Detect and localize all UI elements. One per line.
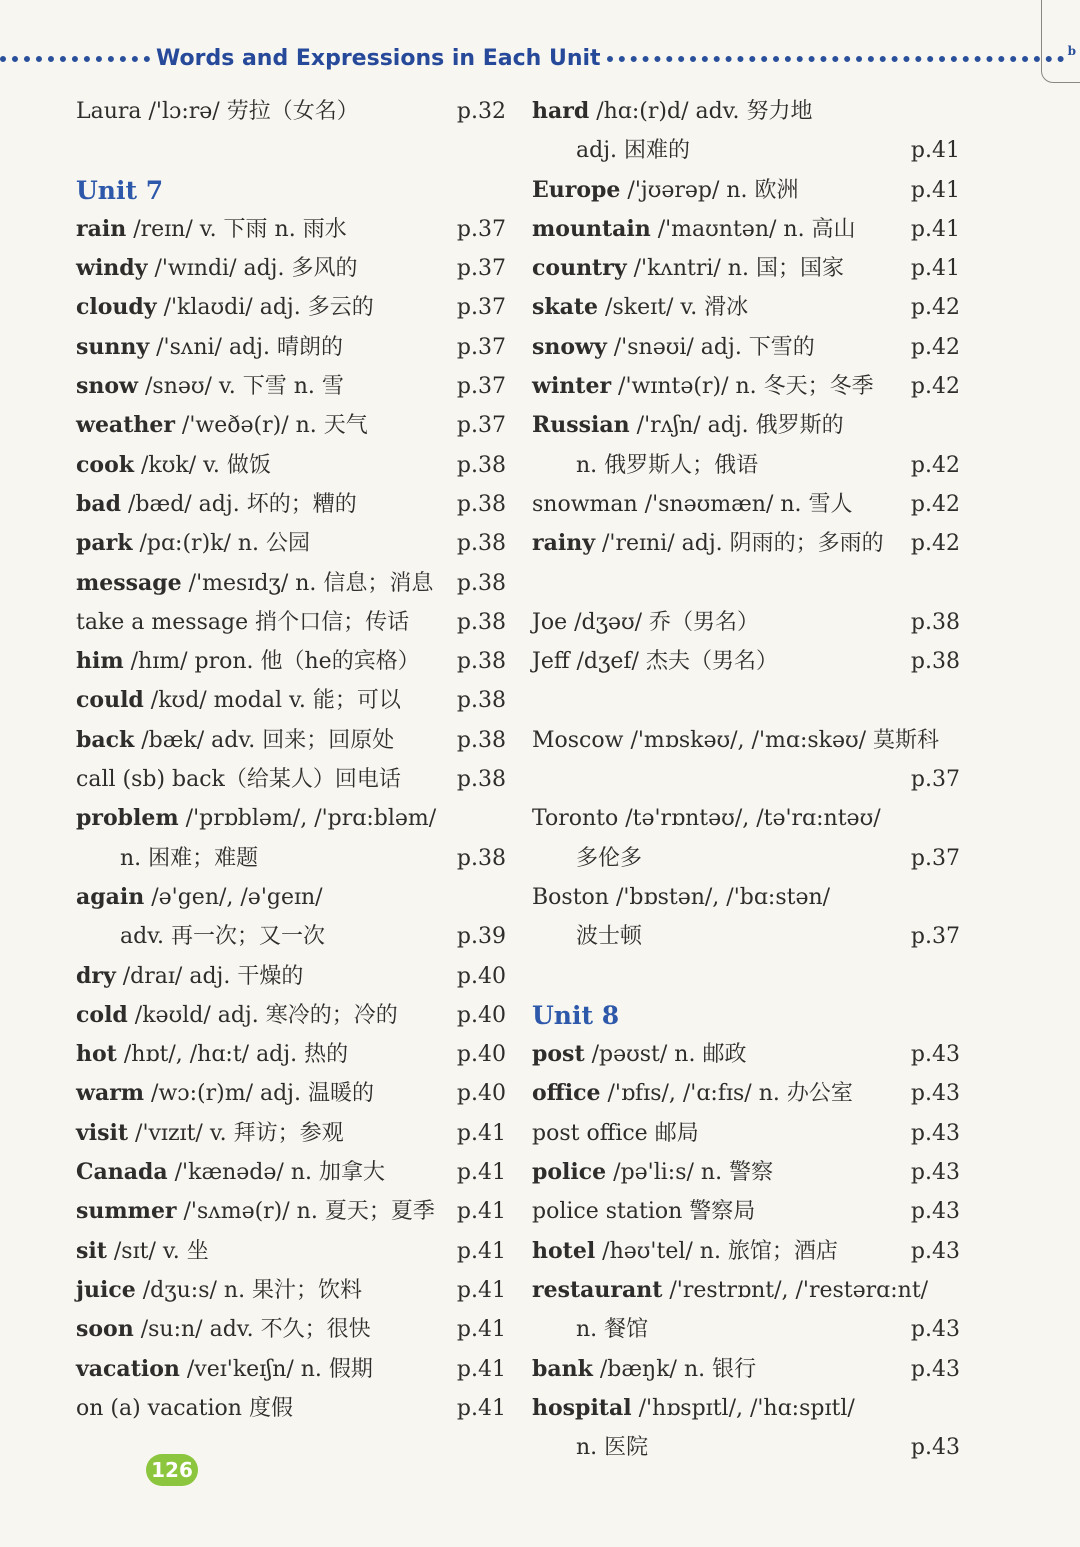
- vocab-entry: [532, 1074, 960, 1113]
- page-reference: p.41: [910, 138, 960, 164]
- headword: cloudy: [76, 294, 157, 321]
- definition: /dʒu:s/ n. 果汁；饮料: [135, 1277, 363, 1303]
- definition: Moscow /'mɒskəʊ/, /'mɑ:skəʊ/ 莫斯科: [532, 727, 940, 753]
- headword: post: [532, 1041, 585, 1068]
- definition: /wɔ:(r)m/ adj. 温暖的: [144, 1081, 374, 1107]
- definition: /skeɪt/ v. 滑冰: [598, 295, 749, 321]
- page-reference: p.40: [456, 1042, 506, 1068]
- definition: n. 俄罗斯人；俄语: [576, 452, 759, 478]
- page-reference: p.43: [910, 1238, 960, 1264]
- definition: /bæd/ adj. 坏的；糟的: [121, 491, 357, 517]
- right-column: [532, 92, 960, 1467]
- page-reference: p.37: [456, 256, 506, 282]
- page-reference: p.37: [456, 295, 506, 321]
- definition: /'mesɪdʒ/ n. 信息；消息: [181, 570, 434, 596]
- spacer: [76, 131, 506, 170]
- definition: /sɪt/ v. 坐: [106, 1238, 209, 1264]
- vocab-entry: [76, 681, 506, 720]
- headword: back: [76, 726, 135, 753]
- definition: /reɪn/ v. 下雨 n. 雨水: [126, 216, 347, 242]
- page-reference: p.38: [910, 649, 960, 675]
- vocab-entry: [76, 957, 506, 996]
- vocab-entry: [76, 210, 506, 249]
- headword: windy: [76, 255, 148, 282]
- vocab-entry: [76, 1192, 506, 1231]
- definition: /kʊd/ modal v. 能；可以: [143, 688, 401, 714]
- vocab-entry: [532, 799, 960, 838]
- page-reference: p.43: [910, 1120, 960, 1146]
- page-reference: p.38: [456, 688, 506, 714]
- vocab-entry: [76, 564, 506, 603]
- vocab-entry: [76, 1074, 506, 1113]
- page-reference: p.38: [910, 609, 960, 635]
- headword: mountain: [532, 215, 651, 242]
- headword: soon: [76, 1316, 134, 1343]
- spacer: [532, 681, 960, 720]
- definition: /pɑ:(r)k/ n. 公园: [132, 531, 311, 557]
- page-reference: p.40: [456, 963, 506, 989]
- definition: /'wɪndi/ adj. 多风的: [147, 256, 358, 282]
- spacer: [532, 564, 960, 603]
- definition: /'klaʊdi/ adj. 多云的: [156, 295, 374, 321]
- left-column: [76, 92, 506, 1428]
- headword: dry: [76, 962, 116, 989]
- headword: office: [532, 1080, 601, 1107]
- headword: hot: [76, 1041, 117, 1068]
- headword: bad: [76, 490, 122, 517]
- page-reference: p.37: [456, 216, 506, 242]
- definition: /'reɪni/ adj. 阴雨的；多雨的: [594, 531, 884, 557]
- vocab-entry: [532, 92, 960, 131]
- header-dots-right: [607, 56, 1064, 62]
- page-reference: p.38: [456, 649, 506, 675]
- vocab-entry: [532, 1271, 960, 1310]
- vocab-entry: [532, 1428, 960, 1467]
- page-reference: p.41: [456, 1356, 506, 1382]
- vocab-entry: [76, 1153, 506, 1192]
- vocab-entry: [532, 446, 960, 485]
- vocab-entry: [532, 367, 960, 406]
- headword: juice: [76, 1276, 136, 1303]
- page-reference: p.37: [456, 374, 506, 400]
- vocab-entry: [532, 1310, 960, 1349]
- definition: /bæk/ adv. 回来；回原处: [134, 727, 395, 753]
- page-reference: p.41: [456, 1238, 506, 1264]
- spacer: [532, 957, 960, 996]
- definition: /'prɒbləm/, /'prɑ:bləm/: [178, 806, 437, 832]
- definition: /snəʊ/ v. 下雪 n. 雪: [138, 374, 344, 400]
- page-reference: p.41: [910, 256, 960, 282]
- definition: n. 餐馆: [576, 1317, 649, 1343]
- definition: /'wɪntə(r)/ n. 冬天；冬季: [611, 374, 874, 400]
- vocab-entry: [532, 249, 960, 288]
- definition: /'weðə(r)/ n. 天气: [174, 413, 368, 439]
- definition: call (sb) back（给某人）回电话: [76, 767, 401, 793]
- headword: cook: [76, 451, 134, 478]
- page-reference: p.43: [910, 1199, 960, 1225]
- definition: /pə'li:s/ n. 警察: [606, 1160, 774, 1186]
- definition: 多伦多: [576, 845, 643, 871]
- vocab-entry: [532, 210, 960, 249]
- page-reference: p.40: [456, 1002, 506, 1028]
- page-reference: p.38: [456, 609, 506, 635]
- headword: country: [532, 255, 627, 282]
- page-reference: p.42: [910, 334, 960, 360]
- vocab-entry: [76, 1114, 506, 1153]
- vocab-entry: [76, 485, 506, 524]
- page-reference: p.42: [910, 295, 960, 321]
- definition: take a message 捎个口信；传话: [76, 609, 410, 635]
- vocab-entry: [532, 603, 960, 642]
- page-reference: p.41: [456, 1120, 506, 1146]
- vocab-entry: [76, 406, 506, 445]
- definition: /hɪm/ pron. 他（he的宾格）: [123, 649, 420, 675]
- vocab-entry: [76, 1035, 506, 1074]
- vocab-entry: [532, 1389, 960, 1428]
- page-reference: p.43: [910, 1042, 960, 1068]
- page-reference: p.32: [456, 99, 506, 124]
- vocab-entry: [76, 996, 506, 1035]
- headword: problem: [76, 805, 179, 832]
- page-reference: p.39: [456, 924, 506, 950]
- page-reference: p.41: [910, 216, 960, 242]
- definition: Boston /'bɒstən/, /'bɑ:stən/: [532, 884, 831, 910]
- definition: 波士顿: [576, 924, 643, 950]
- vocab-entry: [532, 839, 960, 878]
- headword: summer: [76, 1198, 177, 1225]
- page-reference: p.41: [456, 1277, 506, 1303]
- headword: vacation: [76, 1355, 180, 1382]
- corner-tab-letter: b: [1067, 44, 1076, 58]
- vocab-entry: [76, 288, 506, 327]
- headword: police: [532, 1159, 607, 1186]
- headword: restaurant: [532, 1276, 663, 1303]
- page-reference: p.43: [910, 1160, 960, 1186]
- vocab-entry: [532, 760, 960, 799]
- definition: /'jʊərəp/ n. 欧洲: [620, 177, 799, 203]
- page-reference: p.41: [456, 1395, 506, 1421]
- vocab-entry: [532, 1035, 960, 1074]
- headword: could: [76, 687, 144, 714]
- page-reference: p.41: [456, 1317, 506, 1343]
- headword: sunny: [76, 333, 150, 360]
- definition: Jeff /dʒef/ 杰夫（男名）: [532, 649, 778, 675]
- definition: /kəʊld/ adj. 寒冷的；冷的: [127, 1002, 398, 1028]
- vocab-entry: [532, 131, 960, 170]
- vocab-entry: [76, 721, 506, 760]
- corner-tab: [1041, 0, 1080, 83]
- vocab-entry: [532, 721, 960, 760]
- section-header: [0, 40, 1064, 76]
- vocab-entry: [532, 1114, 960, 1153]
- headword: hospital: [532, 1394, 632, 1421]
- vocab-entry: [76, 1310, 506, 1349]
- vocab-entry: [532, 406, 960, 445]
- headword: snow: [76, 373, 138, 400]
- definition: /'ɒfɪs/, /'ɑ:fɪs/ n. 办公室: [600, 1081, 853, 1107]
- headword: weather: [76, 412, 175, 439]
- headword: sit: [76, 1237, 107, 1264]
- page-reference: p.43: [910, 1317, 960, 1343]
- page-reference: p.41: [456, 1199, 506, 1225]
- definition: /'rʌʃn/ adj. 俄罗斯的: [629, 413, 844, 439]
- definition: /'restrɒnt/, /'restərɑ:nt/: [662, 1277, 929, 1303]
- definition: /hɒt/, /hɑ:t/ adj. 热的: [116, 1042, 349, 1068]
- page-reference: p.41: [456, 1160, 506, 1186]
- headword: message: [76, 569, 182, 596]
- page-reference: p.42: [910, 531, 960, 557]
- headword: hotel: [532, 1237, 596, 1264]
- vocab-entry: [532, 171, 960, 210]
- page-reference: p.42: [910, 491, 960, 517]
- headword: cold: [76, 1001, 128, 1028]
- definition: n. 医院: [576, 1435, 649, 1461]
- headword: again: [76, 883, 145, 910]
- vocab-entry: [532, 878, 960, 917]
- definition: adv. 再一次；又一次: [120, 924, 326, 950]
- headword: rainy: [532, 530, 595, 557]
- vocab-entry: [532, 1350, 960, 1389]
- definition: /həʊ'tel/ n. 旅馆；酒店: [595, 1238, 838, 1264]
- headword: him: [76, 648, 124, 675]
- definition: post office 邮局: [532, 1120, 699, 1146]
- vocab-entry: [532, 485, 960, 524]
- definition: /ə'gen/, /ə'geɪn/: [144, 884, 323, 910]
- page-reference: p.37: [910, 845, 960, 871]
- definition: /su:n/ adv. 不久；很快: [133, 1317, 371, 1343]
- page-reference: p.38: [456, 452, 506, 478]
- definition: /bæŋk/ n. 银行: [592, 1356, 757, 1382]
- page-reference: p.42: [910, 452, 960, 478]
- page-reference: p.43: [910, 1081, 960, 1107]
- vocab-entry: [532, 642, 960, 681]
- definition: on (a) vacation 度假: [76, 1395, 293, 1421]
- page-reference: p.37: [456, 413, 506, 439]
- page-reference: p.38: [456, 491, 506, 517]
- page-reference: p.41: [910, 177, 960, 203]
- vocab-entry: [76, 799, 506, 838]
- definition: adj. 困难的: [576, 138, 691, 164]
- vocab-entry: [532, 1153, 960, 1192]
- definition: /'maʊntən/ n. 高山: [650, 216, 856, 242]
- headword: rain: [76, 215, 127, 242]
- definition: Toronto /tə'rɒntəʊ/, /tə'rɑ:ntəʊ/: [532, 806, 881, 832]
- page-reference: p.42: [910, 374, 960, 400]
- vocab-entry: [76, 760, 506, 799]
- vocab-entry: [76, 878, 506, 917]
- definition: /veɪ'keɪʃn/ n. 假期: [179, 1356, 373, 1382]
- vocab-entry: [532, 917, 960, 956]
- definition: /hɑ:(r)d/ adv. 努力地: [589, 99, 813, 124]
- definition: /'vɪzɪt/ v. 拜访；参观: [128, 1120, 344, 1146]
- vocab-entry: [76, 603, 506, 642]
- header-title: Words and Expressions in Each Unit: [156, 45, 601, 71]
- definition: /draɪ/ adj. 干燥的: [115, 963, 304, 989]
- vocab-entry: [532, 1192, 960, 1231]
- page-number-badge: 126: [146, 1454, 198, 1486]
- headword: winter: [532, 373, 612, 400]
- vocab-entry: [76, 446, 506, 485]
- page-reference: p.43: [910, 1356, 960, 1382]
- definition: /kʊk/ v. 做饭: [134, 452, 271, 478]
- definition: Laura /'lɔ:rə/ 劳拉（女名）: [76, 99, 359, 124]
- headword: hard: [532, 98, 590, 124]
- vocab-entry: [76, 1232, 506, 1271]
- definition: n. 困难；难题: [120, 845, 259, 871]
- headword: snowy: [532, 333, 607, 360]
- vocab-entry: [76, 249, 506, 288]
- definition: Joe /dʒəʊ/ 乔（男名）: [532, 609, 760, 635]
- headword: Europe: [532, 176, 621, 203]
- headword: park: [76, 530, 133, 557]
- vocab-entry: [76, 839, 506, 878]
- headword: warm: [76, 1080, 145, 1107]
- page-reference: p.38: [456, 531, 506, 557]
- page-reference: p.37: [456, 334, 506, 360]
- header-dots-left: [0, 56, 150, 62]
- page-reference: p.40: [456, 1081, 506, 1107]
- page-reference: p.43: [910, 1435, 960, 1461]
- vocab-entry: [76, 367, 506, 406]
- page-reference: p.38: [456, 570, 506, 596]
- headword: Canada: [76, 1159, 168, 1186]
- definition: /'kʌntri/ n. 国；国家: [626, 256, 844, 282]
- page-reference: p.37: [910, 767, 960, 793]
- headword: Russian: [532, 412, 630, 439]
- unit-heading: Unit 8: [532, 1000, 620, 1030]
- vocab-entry: [532, 1232, 960, 1271]
- definition: /'sʌmə(r)/ n. 夏天；夏季: [176, 1199, 435, 1225]
- vocab-entry: [532, 524, 960, 563]
- vocab-entry: [76, 1271, 506, 1310]
- definition: /pəʊst/ n. 邮政: [584, 1042, 747, 1068]
- unit-heading: Unit 7: [76, 175, 164, 205]
- definition: snowman /'snəʊmæn/ n. 雪人: [532, 491, 853, 517]
- definition: /'snəʊi/ adj. 下雪的: [606, 334, 815, 360]
- vocab-entry: [532, 288, 960, 327]
- headword: skate: [532, 294, 599, 321]
- definition: /'kænədə/ n. 加拿大: [167, 1160, 385, 1186]
- vocab-entry: [76, 1350, 506, 1389]
- vocab-entry: [76, 917, 506, 956]
- vocab-entry: [76, 1389, 506, 1428]
- page-reference: p.38: [456, 845, 506, 871]
- definition: /'hɒspɪtl/, /'hɑ:spɪtl/: [631, 1395, 855, 1421]
- headword: visit: [76, 1119, 129, 1146]
- page-reference: p.38: [456, 767, 506, 793]
- headword: bank: [532, 1355, 593, 1382]
- vocab-entry: [532, 328, 960, 367]
- vocab-entry: [76, 524, 506, 563]
- page-reference: p.38: [456, 727, 506, 753]
- definition: /'sʌni/ adj. 晴朗的: [149, 334, 343, 360]
- vocab-entry: [76, 642, 506, 681]
- vocab-entry: [76, 328, 506, 367]
- vocab-entry: [76, 92, 506, 131]
- page-reference: p.37: [910, 924, 960, 950]
- definition: police station 警察局: [532, 1199, 756, 1225]
